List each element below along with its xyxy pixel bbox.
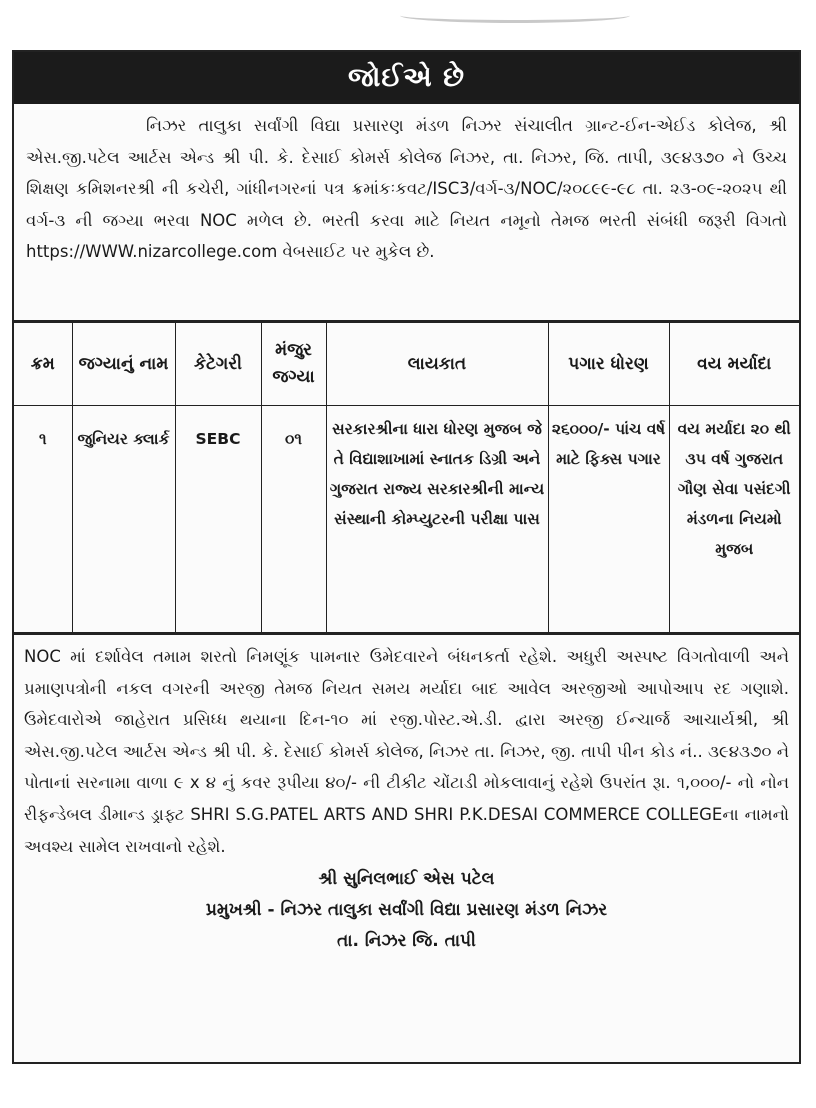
- recruitment-notice: [12, 50, 801, 1064]
- vacancy-table: [14, 322, 799, 633]
- cell-post-name: જુનિયર ક્લાર્ક: [72, 406, 175, 633]
- intro-paragraph: નિઝર તાલુકા સર્વાંગી વિદ્યા પ્રસારણ મંડળ નિઝર સંચાલીત ગ્રાન્ટ-ઈન-એઈડ કોલેજ, શ્રી એસ.જી.પટેલ આર્ટસ એન્ડ શ્રી પી. કે. દેસાઈ કોમર્સ કોલેજ નિઝર, તા. નિઝર, જિ. તાપી, ૩૯૪૩૭૦ ને ઉચ્ચ શિક્ષણ કમિશનરશ્રી ની કચેરી, ગાંધીનગરનાં પત્ર ક્રમાંકઃકવટ/ISC3/વર્ગ-૩/NOC/૨૦૮૯૯-૯૮ તા. ૨૩-૦૯-૨૦૨૫ થી વર્ગ-૩ ની જગ્યા ભરવા NOC મળેલ છે. ભરતી કરવા માટે નિયત નમૂનો તેમજ ભરતી સંબંધી જરૂરી વિગતો https://WWW.nizarcollege.com વેબસાઈટ પર મુકેલ છે.: [14, 104, 799, 322]
- terms-paragraph: NOC માં દર્શાવેલ તમામ શરતો નિમણૂંક પામનાર ઉમેદવારને બંધનકર્તા રહેશે. અધુરી અસ્પષ્ટ વિગતોવાળી અને પ્રમાણપત્રોની નકલ વગરની અરજી તેમજ નિયત સમય મર્યાદા બાદ આવેલ અરજીઓ આપોઆપ રદ ગણાશે. ઉમેદવારોએ જાહેરાત પ્રસિધ્ધ થયાના દિન-૧૦ માં રજી.પોસ્ટ.એ.ડી. દ્વારા અરજી ઈન્ચાર્જ આચાર્યશ્રી, શ્રી એસ.જી.પટેલ આર્ટસ એન્ડ શ્રી પી. કે. દેસાઈ કોમર્સ કોલેજ, નિઝર તા. નિઝર, જી. તાપી પીન કોડ નં.. ૩૯૪૩૭૦ ને પોતાનાં સરનામા વાળા ૯ x ૪ નું કવર રૂપીયા ૪૦/- ની ટીકીટ ચોંટાડી મોકલાવાનું રહેશે ઉપરાંત રૂા. ૧,૦૦૦/- નો નોન રીફન્ડેબલ ડીમાન્ડ ડ્રાફ્ટ SHRI S.G.PATEL ARTS AND SHRI P.K.DESAI COMMERCE COLLEGEના નામનો અવશ્ય સામેલ રાખવાનો રહેશે.: [14, 633, 799, 862]
- header-sanctioned: મંજુર જગ્યા: [261, 323, 326, 406]
- header-age-limit: વય મર્યાદા: [669, 323, 799, 406]
- cell-category: SEBC: [175, 406, 261, 633]
- cell-pay-scale: ૨૬૦૦૦/- પાંચ વર્ષ માટે ફિક્સ પગાર: [548, 406, 669, 633]
- signatory-title: પ્રમુખશ્રી - નિઝર તાલુકા સર્વાંગી વિદ્યા પ્રસારણ મંડળ નિઝર: [205, 900, 608, 921]
- cell-sr: ૧: [14, 406, 72, 633]
- header-pay-scale: પગાર ધોરણ: [548, 323, 669, 406]
- signature-block: [14, 862, 799, 957]
- header-category: કેટેગરી: [175, 323, 261, 406]
- header-post-name: જગ્યાનું નામ: [72, 323, 175, 406]
- cell-age-limit: વય મર્યાદા ૨૦ થી ૩૫ વર્ષ ગુજરાત ગૌણ સેવા પસંદગી મંડળના નિયમો મુજબ: [669, 406, 799, 633]
- table-header-row: [14, 323, 799, 406]
- signatory-address: તા. નિઝર જિ. તાપી: [337, 931, 476, 952]
- scan-edge-mark: [400, 8, 630, 23]
- header-sr: ક્રમ: [14, 323, 72, 406]
- header-qualification: લાયકાત: [326, 323, 548, 406]
- cell-sanctioned: ૦૧: [261, 406, 326, 633]
- notice-heading: જોઈએ છે: [14, 52, 799, 104]
- table-row: [14, 406, 799, 633]
- cell-qualification: સરકારશ્રીના ધારા ધોરણ મુજબ જે તે વિદ્યાશાખામાં સ્નાતક ડિગ્રી અને ગુજરાત રાજ્ય સરકારશ્રીની માન્ય સંસ્થાની કોમ્પ્યુટરની પરીક્ષા પાસ: [326, 406, 548, 633]
- signatory-name: શ્રી સુનિલભાઈ એસ પટેલ: [318, 869, 495, 890]
